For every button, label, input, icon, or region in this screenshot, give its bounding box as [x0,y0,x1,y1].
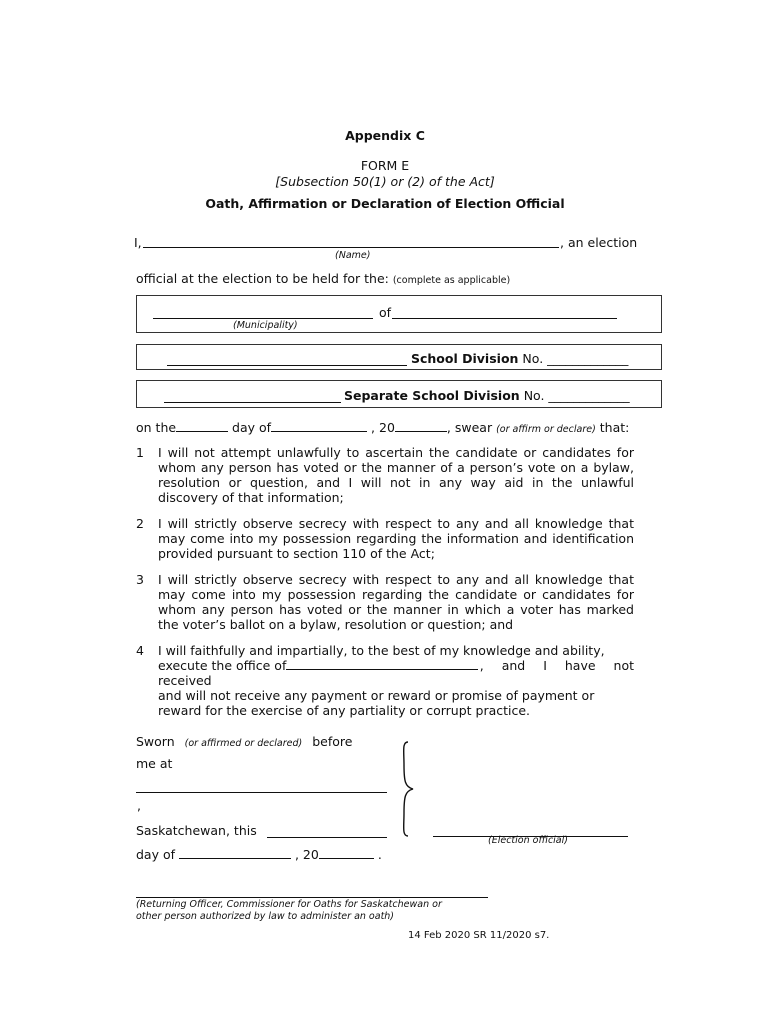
clause-number: 4 [136,643,144,658]
swear-note: (or affirm or declare) [496,424,596,435]
sworn-note: (or affirmed or declared) [184,738,303,749]
saskatchewan-this: Saskatchewan, this [136,823,257,838]
election-official-caption: (Election official) [488,835,568,846]
separate-school-division-label: Separate School Division No. _____________ [344,388,630,403]
sworn-line: Sworn (or affirmed or declared) before [136,734,353,749]
comma: , [137,798,141,813]
clause-number: 2 [136,516,144,531]
municipality-caption: (Municipality) [233,320,298,331]
form-title: Oath, Affirmation or Declaration of Election Official [205,196,565,211]
clause-text: I will strictly observe secrecy with respect to any and all knowledge that may come into my possession regarding the information and identification provided pursuant to section 110 of the Act; [158,516,634,561]
subsection-reference: [Subsection 50(1) or (2) of the Act] [275,174,495,189]
separate-school-division-blank[interactable] [164,402,341,403]
day-of-line: day of , 20 . [136,847,382,862]
sworn-month-blank[interactable] [179,847,291,859]
municipality-blank[interactable] [153,318,373,319]
year-blank[interactable] [395,420,447,432]
school-division-label: School Division No. _____________ [411,351,629,366]
official-line: official at the election to be held for the: (complete as applicable) [136,271,511,286]
swear-line: on the day of , 20 , swear (or affirm or declare) that: [136,420,630,435]
clause-number: 1 [136,445,144,460]
clause-text: I will faithfully and impartially, to the best of my knowledge and ability, execute the office of , and I have not received and will not receive any payment or reward or promise of payment or reward for the exercise of any partiality or corrupt practice. [158,643,634,718]
day-blank[interactable] [176,420,228,432]
clause-text: I will strictly observe secrecy with respect to any and all knowledge that may come into my possession regarding the candidate or candidates for whom any person has voted or the manner in which a voter has marked the voter’s ballot on a bylaw, resolution or question; and [158,572,634,632]
school-division-box [136,344,662,370]
office-blank[interactable] [286,658,478,670]
name-blank[interactable] [143,247,559,248]
sworn-year-blank[interactable] [319,847,374,859]
of-label: of [379,305,392,320]
place-blank[interactable] [136,792,387,793]
municipality-box [136,295,662,333]
separate-school-division-box [136,380,662,408]
name-caption: (Name) [335,250,371,261]
election-suffix: , an election [560,235,638,250]
month-blank[interactable] [271,420,367,432]
officer-caption-line1: (Returning Officer, Commissioner for Oaths for Saskatchewan or [136,899,442,910]
officer-caption-line2: other person authorized by law to administer an oath) [136,911,395,922]
clause-text: I will not attempt unlawfully to ascertain the candidate or candidates for whom any person has voted or the manner of a person’s vote on a bylaw, resolution or question, and I will not in any way aid in the unlawful discovery of that information; [158,445,634,505]
brace-icon [398,741,418,837]
of-blank[interactable] [392,318,617,319]
officer-signature-line[interactable] [136,897,488,898]
clause-number: 3 [136,572,144,587]
form-number: FORM E [360,158,410,173]
school-division-blank[interactable] [167,365,407,366]
this-blank[interactable] [267,837,387,838]
i-prefix: I, [134,235,142,250]
appendix-heading: Appendix C [345,128,425,143]
me-at: me at [136,756,173,771]
complete-note: (complete as applicable) [392,275,511,286]
amendment-note: 14 Feb 2020 SR 11/2020 s7. [408,930,550,941]
